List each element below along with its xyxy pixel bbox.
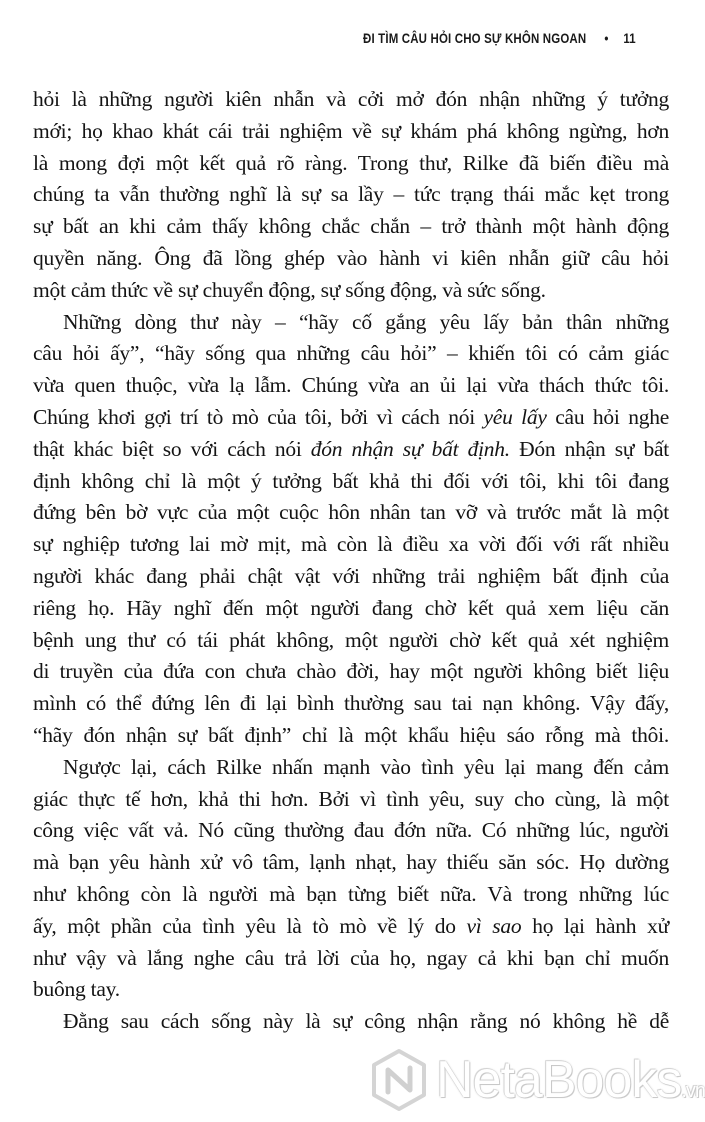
- page-number: 11: [623, 30, 636, 46]
- text-line: [33, 943, 669, 975]
- text-segment: di truyền của đứa con chưa chào đời, hay một người không biết liệu: [33, 659, 669, 684]
- text-segment: Chúng khơi gợi trí tò mò của tôi, bởi vì cách nói: [33, 404, 484, 429]
- italic-text: đón nhận sự bất định.: [310, 436, 510, 461]
- text-segment: hỏi là những người kiên nhẫn và cởi mở đón nhận những ý tưởng: [33, 87, 669, 111]
- body-text: [33, 84, 669, 1038]
- text-segment: chúng ta vẫn thường nghĩ là sự sa lầy – tức trạng thái mắc kẹt trong: [33, 182, 669, 207]
- text-line: [33, 879, 669, 911]
- text-line: [33, 784, 669, 816]
- text-segment: thật khác biệt so với cách nói: [33, 436, 311, 461]
- text-segment: “hãy đón nhận sự bất định” chỉ là một khẩu hiệu sáo rỗng mà thôi.: [33, 722, 669, 747]
- text-segment: ấy, một phần của tình yêu là tò mò về lý do: [33, 913, 467, 938]
- text-line: [33, 593, 669, 625]
- running-header: [363, 30, 636, 54]
- text-line: [33, 84, 669, 116]
- italic-text: yêu lấy: [483, 404, 547, 429]
- text-line: [33, 275, 669, 307]
- text-line: [33, 148, 669, 180]
- text-line: [33, 529, 669, 561]
- running-title: ĐI TÌM CÂU HỎI CHO SỰ KHÔN NGOAN: [363, 30, 587, 46]
- text-segment: bệnh ung thư có tái phát không, một người chờ kết quả xét nghiệm: [33, 627, 669, 652]
- text-segment: câu hỏi ấy”, “hãy sống qua những câu hỏi” – khiến tôi có cảm giác: [33, 341, 669, 366]
- text-segment: Đón nhận sự bất: [509, 436, 669, 461]
- text-segment: người khác đang phải chật vật với những trải nghiệm bất định của: [33, 563, 669, 588]
- text-line: [33, 911, 669, 943]
- text-segment: vừa quen thuộc, vừa lạ lẫm. Chúng vừa an ủi lại vừa thách thức tôi.: [33, 373, 669, 398]
- text-line: [33, 625, 669, 657]
- text-segment: sự bất an khi cảm thấy không chắc chắn – trở thành một hành động: [33, 214, 669, 239]
- italic-text: vì sao: [466, 913, 522, 938]
- text-segment: câu hỏi nghe: [546, 404, 669, 429]
- text-segment: buông tay.: [33, 977, 120, 1002]
- text-line: [33, 752, 669, 784]
- text-segment: Những dòng thư này – “hãy cố gắng yêu lấy bản thân những: [63, 309, 669, 334]
- text-line: [33, 466, 669, 498]
- text-segment: giác thực tế hơn, khả thi hơn. Bởi vì tình yêu, suy cho cùng, là một: [33, 786, 669, 811]
- text-segment: mình có thể đứng lên đi lại bình thường sau tai nạn không. Vậy đấy,: [33, 691, 669, 716]
- text-segment: họ lại hành xử: [521, 913, 669, 938]
- text-segment: Ngược lại, cách Rilke nhấn mạnh vào tình yêu lại mang đến cảm: [63, 754, 669, 779]
- text-segment: sự nghiệp tương lai mờ mịt, mà còn là điều xa vời đối với rất nhiều: [33, 532, 669, 557]
- text-line: [33, 243, 669, 275]
- text-segment: mới; họ khao khát cái trải nghiệm về sự khám phá không ngừng, hơn: [33, 118, 669, 143]
- text-line: [33, 211, 669, 243]
- text-line: [33, 974, 669, 1006]
- text-line: [33, 656, 669, 688]
- text-segment: công việc vất vả. Nó cũng thường đau đớn nữa. Có những lúc, người: [33, 818, 669, 843]
- text-line: [33, 847, 669, 879]
- text-segment: như vậy và lắng nghe câu trả lời của họ, ngay cả khi bạn chỉ muốn: [33, 945, 669, 970]
- text-line: [33, 720, 669, 752]
- text-line: [33, 307, 669, 339]
- text-segment: mà bạn yêu hành xử vô tâm, lạnh nhạt, hay thiếu săn sóc. Họ dường: [33, 850, 669, 875]
- text-line: [33, 815, 669, 847]
- text-segment: quyền năng. Ông đã lồng ghép vào hành vi kiên nhẫn giữ câu hỏi: [33, 245, 669, 270]
- text-line: [33, 434, 669, 466]
- text-line: [33, 497, 669, 529]
- netabooks-logo-icon: [370, 1048, 428, 1112]
- text-segment: như không còn là người mà bạn từng biết nữa. Và trong những lúc: [33, 881, 669, 906]
- text-segment: đứng bên bờ vực của một cuộc hôn nhân tan vỡ và trước mắt là một: [33, 500, 669, 525]
- text-segment: một cảm thức về sự chuyển động, sự sống động, và sức sống.: [33, 277, 546, 302]
- text-line: [33, 338, 669, 370]
- watermark: [370, 1045, 705, 1115]
- text-segment: định không chỉ là một ý tưởng bất khả thi đối với tôi, khi tôi đang: [33, 468, 669, 493]
- text-segment: là mong đợi một kết quả rõ ràng. Trong thư, Rilke đã biến điều mà: [33, 150, 669, 175]
- text-segment: riêng họ. Hãy nghĩ đến một người đang chờ kết quả xem liệu căn: [33, 595, 669, 620]
- text-line: [33, 561, 669, 593]
- watermark-text: NetaBooks.vn: [436, 1051, 705, 1109]
- text-line: [33, 1006, 669, 1038]
- text-line: [33, 370, 669, 402]
- text-segment: Đằng sau cách sống này là sự công nhận rằng nó không hề dễ: [63, 1009, 669, 1034]
- text-line: [33, 179, 669, 211]
- text-line: [33, 116, 669, 148]
- text-line: [33, 402, 669, 434]
- header-separator: •: [604, 30, 609, 46]
- text-line: [33, 688, 669, 720]
